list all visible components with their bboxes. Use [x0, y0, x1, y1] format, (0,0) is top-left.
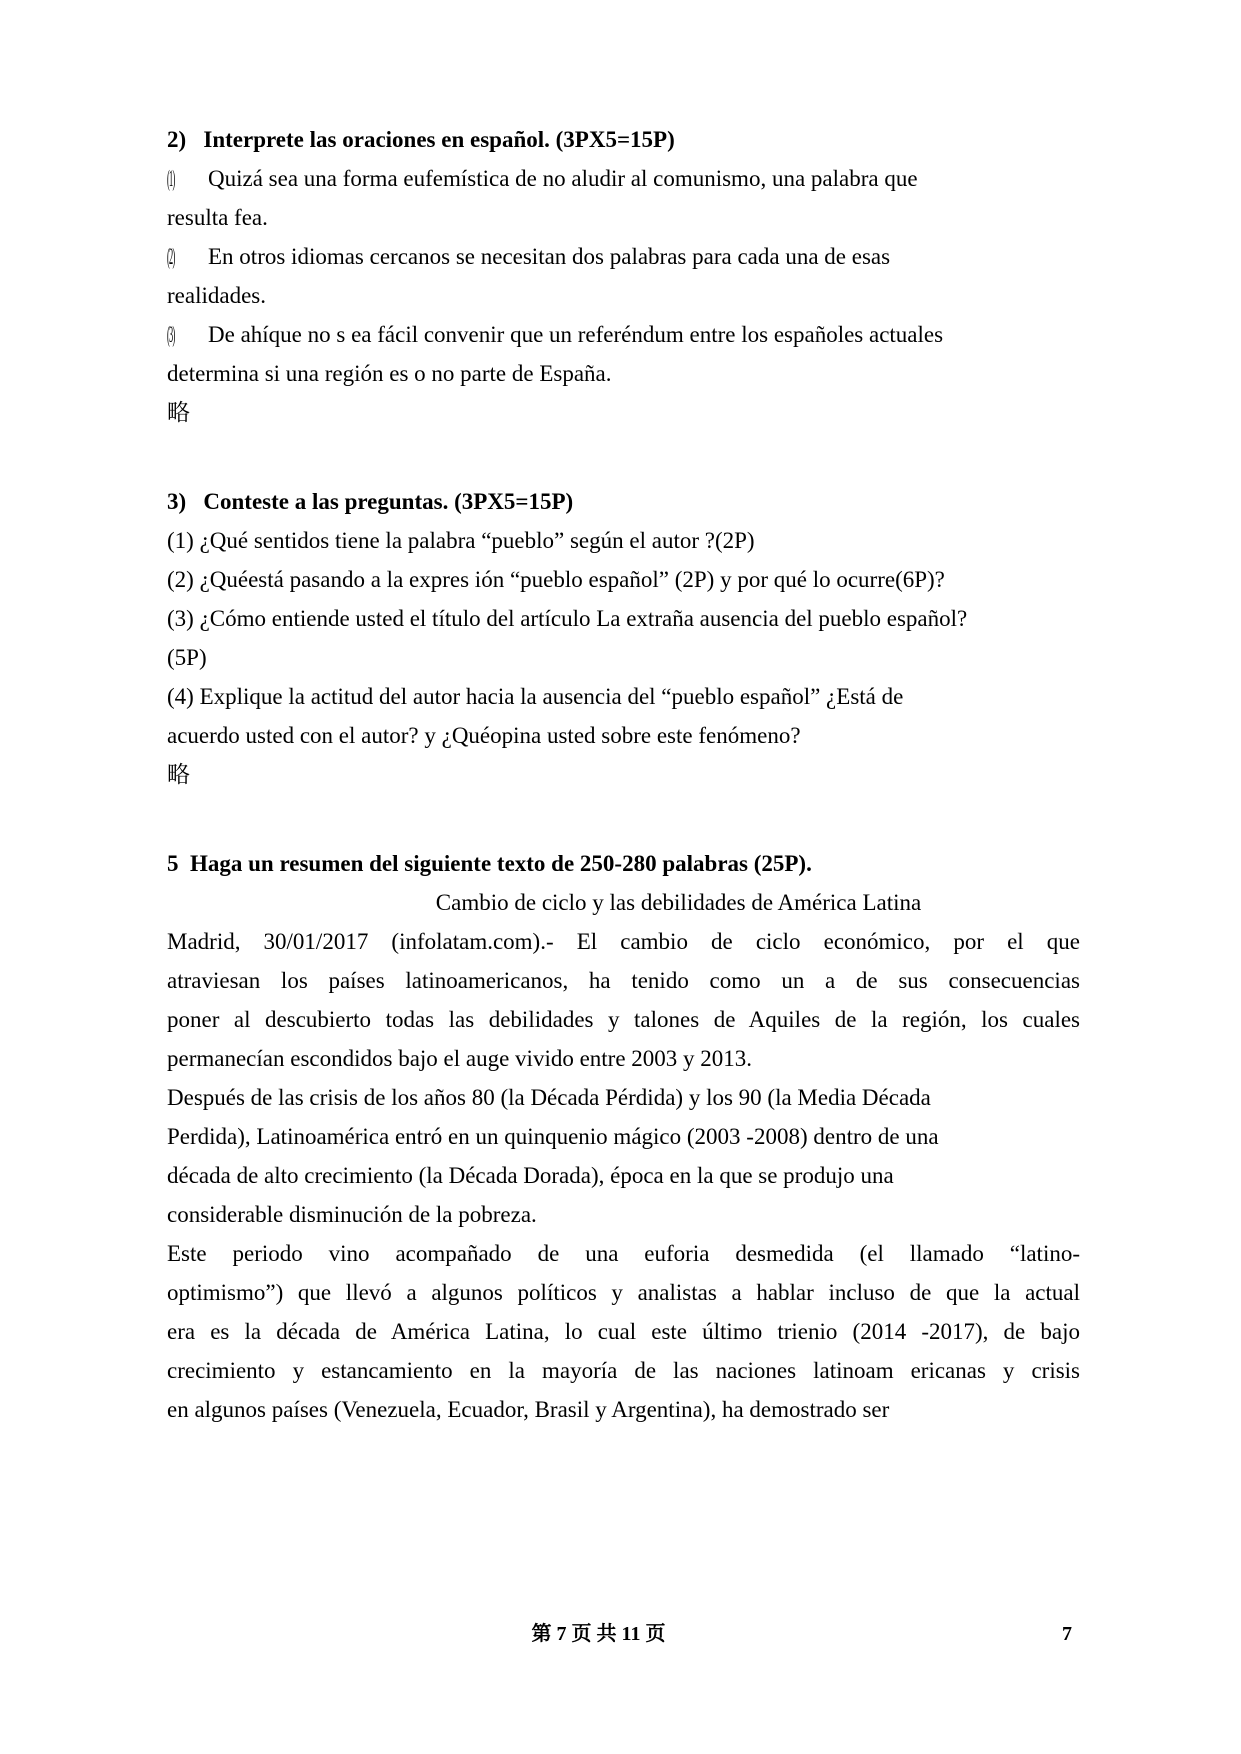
- list-item-continuation: realidades.: [167, 283, 266, 308]
- article-body-line: crecimiento y estancamiento en la mayoría de las naciones latinoam ericanas y crisis: [167, 1358, 1080, 1383]
- question-line: (4) Explique la actitud del autor hacia la ausencia del “pueblo español” ¿Está de: [167, 684, 904, 709]
- section-gap: [167, 432, 1080, 482]
- section-5-heading: 5 Haga un resumen del siguiente texto de 250-280 palabras (25P).: [167, 851, 812, 876]
- item-text: Quizá sea una forma eufemística de no aludir al comunismo, una palabra que: [208, 166, 918, 191]
- item-marker: (1): [167, 166, 175, 191]
- item-text: En otros idiomas cercanos se necesitan dos palabras para cada una de esas: [208, 244, 891, 269]
- article-body-line: permanecían escondidos bajo el auge vivido entre 2003 y 2013.: [167, 1046, 753, 1071]
- article-body-line: considerable disminución de la pobreza.: [167, 1202, 537, 1227]
- omitted-mark: 略: [167, 400, 190, 425]
- article-body-line: poner al descubierto todas las debilidades y talones de Aquiles de la región, los cuales: [167, 1007, 1080, 1032]
- list-item: [167, 315, 1080, 354]
- section-3-heading: 3) Conteste a las preguntas. (3PX5=15P): [167, 489, 574, 514]
- question-line: (2) ¿Quéestá pasando a la expres ión “pueblo español” (2P) y por qué lo ocurre(6P)?: [167, 567, 945, 592]
- list-item-continuation: determina si una región es o no parte de España.: [167, 361, 612, 386]
- list-item-continuation: resulta fea.: [167, 205, 268, 230]
- page-content: [167, 120, 1080, 1429]
- article-title: Cambio de ciclo y las debilidades de América Latina: [435, 890, 922, 915]
- article-body-line: optimismo”) que llevó a algunos políticos y analistas a hablar incluso de que la actual: [167, 1280, 1080, 1305]
- article-body-line: Este periodo vino acompañado de una euforia desmedida (el llamado “latino-: [167, 1241, 1080, 1266]
- section-gap: [167, 794, 1080, 844]
- footer-page-number: 7: [1062, 1623, 1072, 1645]
- footer-page-indicator: 第 7 页 共 11 页: [531, 1623, 666, 1645]
- article-body-line: Madrid, 30/01/2017 (infolatam.com).- El cambio de ciclo económico, por el que: [167, 929, 1080, 954]
- omitted-mark: 略: [167, 762, 190, 787]
- article-body-line: en algunos países (Venezuela, Ecuador, Brasil y Argentina), ha demostrado ser: [167, 1397, 890, 1422]
- page-footer: [167, 1620, 1080, 1648]
- list-item: [167, 237, 1080, 276]
- list-item: [167, 159, 1080, 198]
- article-body-line: Después de las crisis de los años 80 (la Década Pérdida) y los 90 (la Media Década: [167, 1085, 931, 1110]
- section-2-heading: 2) Interprete las oraciones en español. (3PX5=15P): [167, 127, 675, 152]
- question-line: (3) ¿Cómo entiende usted el título del artículo La extraña ausencia del pueblo español?: [167, 606, 968, 631]
- item-marker: (3): [167, 322, 175, 347]
- question-line: (1) ¿Qué sentidos tiene la palabra “pueblo” según el autor ?(2P): [167, 528, 755, 553]
- question-line-points: (5P): [167, 645, 207, 670]
- item-text: De ahíque no s ea fácil convenir que un referéndum entre los españoles actuales: [208, 322, 944, 347]
- article-body-line: década de alto crecimiento (la Década Dorada), época en la que se produjo una: [167, 1163, 894, 1188]
- article-body-line: era es la década de América Latina, lo cual este último trienio (2014 -2017), de bajo: [167, 1319, 1080, 1344]
- article-body-line: atraviesan los países latinoamericanos, ha tenido como un a de sus consecuencias: [167, 968, 1080, 993]
- article-body-line: Perdida), Latinoamérica entró en un quinquenio mágico (2003 -2008) dentro de una: [167, 1124, 939, 1149]
- item-marker: (2): [167, 244, 175, 269]
- question-line-continuation: acuerdo usted con el autor? y ¿Quéopina usted sobre este fenómeno?: [167, 723, 801, 748]
